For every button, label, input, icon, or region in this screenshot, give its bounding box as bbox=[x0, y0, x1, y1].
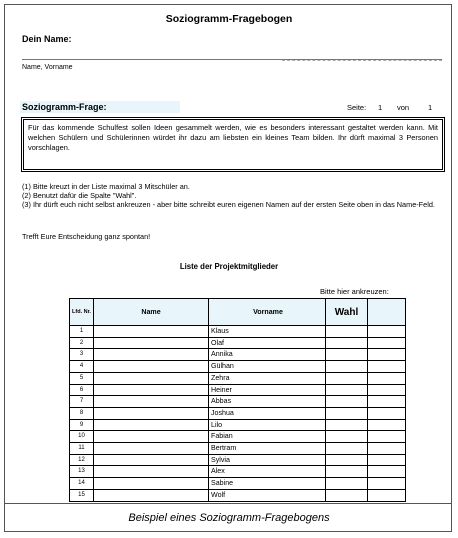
row-nr: 3 bbox=[70, 349, 94, 361]
row-wahl-cell[interactable] bbox=[326, 361, 368, 373]
instructions bbox=[22, 182, 446, 210]
table-row bbox=[70, 326, 406, 338]
row-name-cell[interactable] bbox=[94, 396, 209, 408]
row-name-cell[interactable] bbox=[94, 337, 209, 349]
header-vorname: Vorname bbox=[209, 299, 326, 326]
row-nr: 14 bbox=[70, 478, 94, 490]
row-nr: 5 bbox=[70, 372, 94, 384]
row-extra-cell bbox=[368, 372, 406, 384]
row-wahl-cell[interactable] bbox=[326, 337, 368, 349]
instruction-item: (2) Benutzt dafür die Spalte "Wahl". bbox=[22, 191, 137, 201]
row-extra-cell bbox=[368, 361, 406, 373]
row-wahl-cell[interactable] bbox=[326, 407, 368, 419]
page-label: Seite: bbox=[347, 103, 367, 112]
row-wahl-cell[interactable] bbox=[326, 443, 368, 455]
row-vorname: Sabine bbox=[209, 478, 326, 490]
table-row bbox=[70, 478, 406, 490]
figure-caption: Beispiel eines Soziogramm-Fragebogens bbox=[128, 512, 330, 524]
row-wahl-cell[interactable] bbox=[326, 349, 368, 361]
table-row bbox=[70, 431, 406, 443]
row-wahl-cell[interactable] bbox=[326, 396, 368, 408]
row-name-cell[interactable] bbox=[94, 466, 209, 478]
row-wahl-cell[interactable] bbox=[326, 384, 368, 396]
name-caption: Name, Vorname bbox=[22, 64, 73, 71]
row-wahl-cell[interactable] bbox=[326, 489, 368, 501]
row-vorname: Klaus bbox=[209, 326, 326, 338]
row-name-cell[interactable] bbox=[94, 443, 209, 455]
name-line-dashed bbox=[282, 60, 442, 61]
header-name: Name bbox=[94, 299, 209, 326]
row-wahl-cell[interactable] bbox=[326, 478, 368, 490]
row-vorname: Olaf bbox=[209, 337, 326, 349]
table-row bbox=[70, 419, 406, 431]
row-nr: 2 bbox=[70, 337, 94, 349]
row-nr: 12 bbox=[70, 454, 94, 466]
row-name-cell[interactable] bbox=[94, 419, 209, 431]
instruction-item: (1) Bitte kreuzt in der Liste maximal 3 Mitschüler an. bbox=[22, 182, 190, 191]
row-nr: 8 bbox=[70, 407, 94, 419]
row-wahl-cell[interactable] bbox=[326, 454, 368, 466]
row-name-cell[interactable] bbox=[94, 478, 209, 490]
row-nr: 9 bbox=[70, 419, 94, 431]
row-extra-cell bbox=[368, 326, 406, 338]
row-extra-cell bbox=[368, 478, 406, 490]
row-extra-cell bbox=[368, 407, 406, 419]
members-body bbox=[70, 326, 406, 502]
header-nr: Lfd. Nr. bbox=[70, 299, 94, 326]
row-name-cell[interactable] bbox=[94, 407, 209, 419]
page-total: 1 bbox=[428, 103, 433, 112]
row-extra-cell bbox=[368, 419, 406, 431]
row-extra-cell bbox=[368, 349, 406, 361]
members-table bbox=[69, 298, 406, 502]
row-name-cell[interactable] bbox=[94, 349, 209, 361]
row-wahl-cell[interactable] bbox=[326, 466, 368, 478]
row-vorname: Annika bbox=[209, 349, 326, 361]
document-title: Soziogramm-Fragebogen bbox=[165, 13, 293, 25]
row-vorname: Joshua bbox=[209, 407, 326, 419]
row-extra-cell bbox=[368, 431, 406, 443]
row-vorname: Alex bbox=[209, 466, 326, 478]
table-header-row bbox=[70, 299, 406, 326]
row-extra-cell bbox=[368, 466, 406, 478]
tick-hint: Bitte hier ankreuzen: bbox=[320, 287, 389, 296]
list-title: Liste der Projektmitglieder bbox=[179, 262, 279, 271]
name-heading: Dein Name: bbox=[22, 34, 72, 44]
row-wahl-cell[interactable] bbox=[326, 419, 368, 431]
table-row bbox=[70, 396, 406, 408]
row-nr: 11 bbox=[70, 443, 94, 455]
row-nr: 15 bbox=[70, 489, 94, 501]
header-extra bbox=[368, 299, 406, 326]
row-vorname: Wolf bbox=[209, 489, 326, 501]
row-extra-cell bbox=[368, 396, 406, 408]
row-vorname: Sylvia bbox=[209, 454, 326, 466]
row-extra-cell bbox=[368, 337, 406, 349]
question-heading: Soziogramm-Frage: bbox=[20, 101, 180, 113]
row-vorname: Gülhan bbox=[209, 361, 326, 373]
row-extra-cell bbox=[368, 454, 406, 466]
row-name-cell[interactable] bbox=[94, 384, 209, 396]
table-row bbox=[70, 337, 406, 349]
row-nr: 10 bbox=[70, 431, 94, 443]
table-row bbox=[70, 384, 406, 396]
row-vorname: Abbas bbox=[209, 396, 326, 408]
table-row bbox=[70, 443, 406, 455]
table-row bbox=[70, 489, 406, 501]
row-name-cell[interactable] bbox=[94, 431, 209, 443]
row-name-cell[interactable] bbox=[94, 361, 209, 373]
row-vorname: Bertram bbox=[209, 443, 326, 455]
row-vorname: Zehra bbox=[209, 372, 326, 384]
row-name-cell[interactable] bbox=[94, 454, 209, 466]
table-row bbox=[70, 466, 406, 478]
row-vorname: Lilo bbox=[209, 419, 326, 431]
row-nr: 7 bbox=[70, 396, 94, 408]
row-extra-cell bbox=[368, 384, 406, 396]
row-wahl-cell[interactable] bbox=[326, 372, 368, 384]
row-vorname: Heiner bbox=[209, 384, 326, 396]
row-nr: 6 bbox=[70, 384, 94, 396]
row-nr: 13 bbox=[70, 466, 94, 478]
page-number: 1 bbox=[378, 103, 383, 112]
spontaneous-note: Trefft Eure Entscheidung ganz spontan! bbox=[22, 232, 151, 241]
caption-divider bbox=[4, 503, 452, 504]
question-box: Für das kommende Schulfest sollen Ideen gesammelt werden, wie es besonders interessant gestaltet werden kann. Mit welchen Schülern und Schülerinnen würdet ihr dazu am liebsten ein kleines Team bilden. Ihr dürft maximal 3 Personen vorschlagen. bbox=[21, 117, 445, 172]
row-extra-cell bbox=[368, 489, 406, 501]
table-row bbox=[70, 349, 406, 361]
row-nr: 1 bbox=[70, 326, 94, 338]
table-row bbox=[70, 372, 406, 384]
header-wahl: Wahl bbox=[326, 299, 368, 326]
table-row bbox=[70, 407, 406, 419]
table-row bbox=[70, 454, 406, 466]
page-of-label: von bbox=[397, 103, 410, 112]
row-name-cell[interactable] bbox=[94, 326, 209, 338]
row-name-cell[interactable] bbox=[94, 372, 209, 384]
row-wahl-cell[interactable] bbox=[326, 431, 368, 443]
table-row bbox=[70, 361, 406, 373]
row-extra-cell bbox=[368, 443, 406, 455]
row-name-cell[interactable] bbox=[94, 489, 209, 501]
row-wahl-cell[interactable] bbox=[326, 326, 368, 338]
instruction-item: (3) Ihr dürft euch nicht selbst ankreuzen - aber bitte schreibt euren eigenen Namen auf der ersten Seite oben in das Name-Feld. bbox=[22, 200, 435, 210]
row-vorname: Fabian bbox=[209, 431, 326, 443]
row-nr: 4 bbox=[70, 361, 94, 373]
